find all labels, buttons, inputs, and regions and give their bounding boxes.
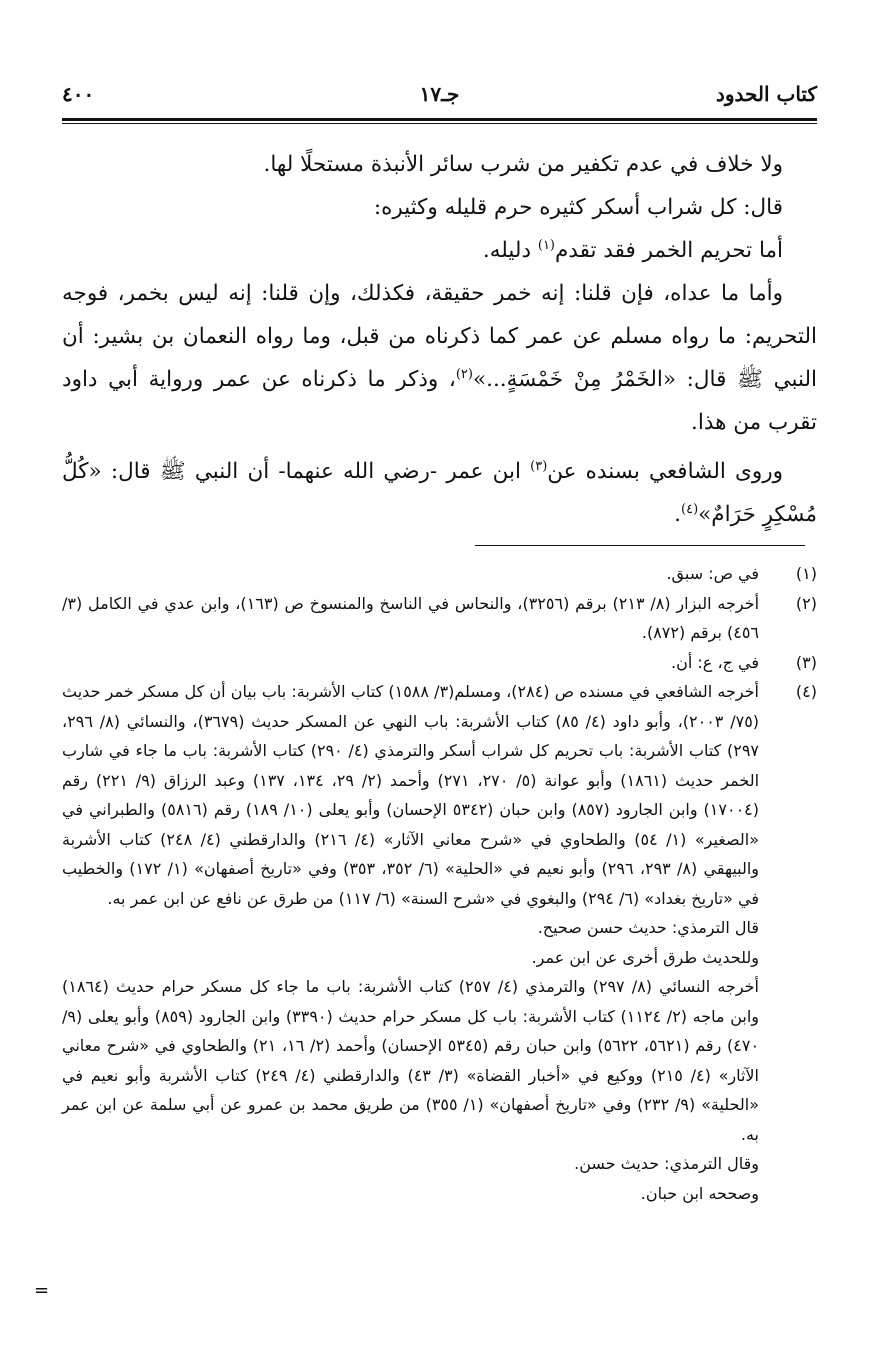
footnote-3 [62, 648, 817, 678]
footnote-text: أخرجه الشافعي في مسنده ص (٢٨٤)، ومسلم(٣/ ١٥٨٨) كتاب الأشربة: باب بيان أن كل مسكر خمر حديث (٧٥/ ٢٠٠٣)، وأبو داود (٤/ ٨٥) كتاب الأشربة: باب النهي عن المسكر حديث (٣٦٧٩)، والنسائي (٨/ ٢٩٦، ٢٩٧) كتاب الأشربة: باب تحريم كل شراب أسكر والترمذي (٤/ ٢٩٠) كتاب الأشربة: باب ما جاء في شارب الخمر حديث (١٨٦١) وأبو عوانة (٥/ ٢٧٠، ٢٧١) وأحمد (٢/ ٢٩، ١٣٤، ١٣٧) وعبد الرزاق (٩/ ٢٢١) رقم (١٧٠٠٤) وابن الجارود (٨٥٧) وابن حبان (٥٣٤٢ الإحسان) وأبو يعلى (١٠/ ١٨٩) رقم (٥٨١٦) والطبراني في «الصغير» (١/ ٥٤) والطحاوي في «شرح معاني الآثار» (٤/ ٢١٦) والدارقطني (٤/ ٢٤٨) كتاب الأشربة والبيهقي (٨/ ٢٩٣، ٢٩٦) وأبو نعيم في «الحلية» (٦/ ٣٥٢، ٣٥٣) وفي «تاريخ أصفهان» (١/ ١٧٢) والخطيب في «تاريخ بغداد» (٦/ ٢٩٤) والبغوي في «شرح السنة» (٦/ ١١٧) من طرق عن نافع عن ابن عمر به. [62, 682, 760, 908]
footnote-text: وصححه ابن حبان. [640, 1183, 759, 1203]
header-rule-thin [62, 123, 817, 124]
footnote-text: وللحديث طرق أخرى عن ابن عمر. [531, 947, 759, 967]
footnote-separator [475, 545, 805, 546]
footnote-2 [62, 589, 817, 648]
page-number: ٤٠٠ [62, 82, 95, 106]
footnote-ref-4: (٤) [681, 501, 699, 517]
footnote-ref-2: (٢) [455, 366, 473, 382]
volume-number: جـ١٧ [419, 82, 460, 106]
footnote-text: أخرجه النسائي (٨/ ٢٩٧) والترمذي (٤/ ٢٥٧) كتاب الأشربة: باب ما جاء كل مسكر حرام حديث (١٨٦٤) وابن ماجه (٢/ ١١٢٤) كتاب الأشربة: باب كل مسكر حرام حديث (٣٣٩٠) وابن الجارود (٨٥٩) وأبو يعلى (٩/ ٤٧٠) رقم (٥٦٢١، ٥٦٢٢) وابن حبان رقم (٥٣٤٥ الإحسان) وأحمد (٢/ ١٦، ٢١) والطحاوي في «شرح معاني الآثار» (٤/ ٢١٥) ووكيع في «أخبار القضاة» (٣/ ٤٣) والدارقطني (٤/ ٢٤٩) كتاب الأشربة وأبو نعيم في «الحلية» (٩/ ٢٣٢) وفي «تاريخ أصفهان» (١/ ٣٥٥) من طريق محمد بن عمرو عن أبي سلمة عن ابن عمر به. [62, 977, 760, 1144]
running-header [62, 82, 817, 112]
footnote-number: (٤) [795, 682, 817, 701]
paragraph-3: أما تحريم الخمر فقد تقدم$^{(١)}$ دليله. [482, 237, 783, 263]
footnote-number: (٣) [795, 652, 817, 672]
paragraph-1: ولا خلاف في عدم تكفير من شرب سائر الأنبذة مستحلًا لها. [263, 152, 783, 177]
paragraph-4: وأما ما عداه، فإن قلنا: إنه خمر حقيقة، فكذلك، وإن قلنا: إنه ليس بخمر، فوجه التحريم: ما رواه مسلم عن عمر كما ذكرناه من قبل، وما رواه النعمان بن بشير: أن النبي ﷺ قال: «الخَمْرُ مِنْ خَمْسَةٍ...»$^{(٢)}$، وذكر ما ذكرناه عن عمر ورواية أبي داود تقرب من هذا. [62, 281, 817, 435]
footnote-ref-1: (١) [537, 237, 555, 253]
footnotes [62, 559, 817, 1208]
margin-mark: = [34, 1280, 50, 1301]
footnote-number: (١) [795, 564, 817, 583]
paragraph-5: وروى الشافعي بسنده عن$^{(٣)}$ ابن عمر -رضي الله عنهما- أن النبي ﷺ قال: «كُلُّ مُسْكِرٍ حَرَامٌ»$^{(٤)}$. [62, 458, 817, 527]
footnote-text: وقال الترمذي: حديث حسن. [574, 1154, 759, 1173]
main-text [62, 143, 817, 536]
footnote-number: (٢) [795, 593, 817, 613]
footnote-text: في ج، ع: أن. [671, 652, 759, 672]
chapter-title: كتاب الحدود [715, 82, 817, 106]
header-rule-thick [62, 118, 817, 121]
footnote-text: قال الترمذي: حديث حسن صحيح. [537, 918, 759, 937]
footnote-text: أخرجه البزار (٨/ ٢١٣) برقم (٣٢٥٦)، والنحاس في الناسخ والمنسوخ ص (١٦٣)، وابن عدي في الكامل (٣/ ٤٥٦) برقم (٨٧٢). [62, 593, 760, 642]
footnote-text: في ص: سبق. [666, 564, 759, 583]
paragraph-2: قال: كل شراب أسكر كثيره حرم قليله وكثيره: [373, 195, 783, 220]
footnote-ref-3: (٣) [530, 458, 548, 474]
footnote-1 [62, 559, 817, 589]
footnote-4 [62, 677, 817, 1208]
